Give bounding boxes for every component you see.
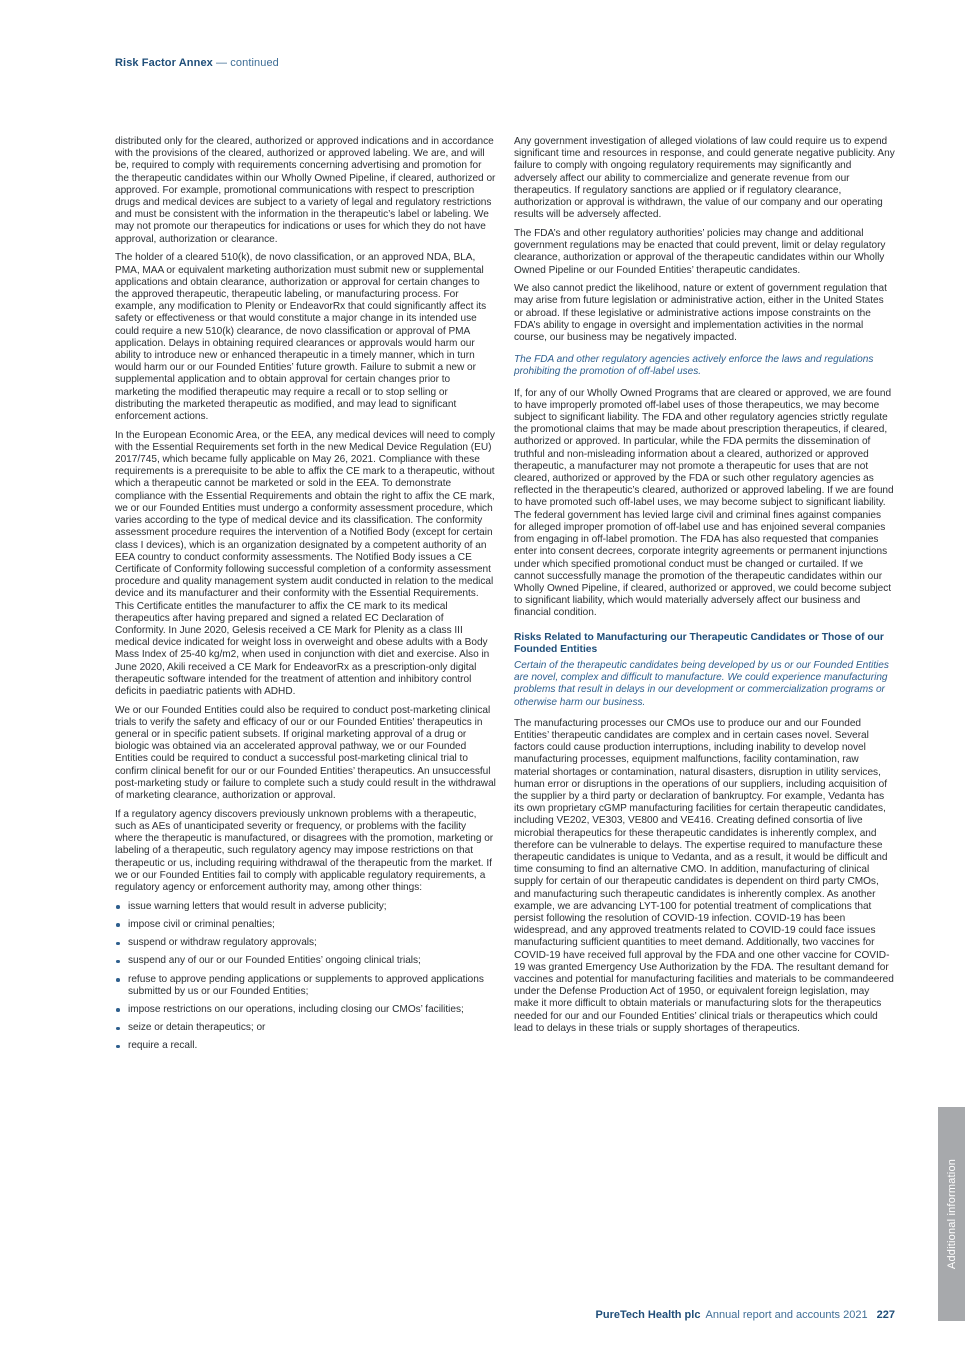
bullet-icon [116, 1045, 120, 1049]
italic-risk-heading: The FDA and other regulatory agencies actively enforce the laws and regulations prohibiting the promotion of off-label uses. [514, 354, 874, 378]
paragraph: If, for any of our Wholly Owned Programs that are cleared or approved, we are found to have improperly promoted off-label uses of those therapeutics, we may become subject to significant liability. The FDA and other regulatory agencies strictly regulate the promotional claims that may be made about prescription therapeutics, if cleared, authorized or approved. In particular, while the FDA permits the dissemination of truthful and non-misleading information about a cleared, authorized or approved therapeutic, a manufacturer may not promote a therapeutic for uses that are not cleared, authorized or approved by the FDA or such other regulatory agencies as reflected in the therapeutic’s cleared, authorized or approved labeling. If we are found to have promoted such off-label uses, we may become subject to significant liability. The federal government has levied large civil and criminal fines against companies for alleged improper promotion of off-label use and has enjoined several companies from engaging in off-label promotion. The FDA has also requested that companies enter into consent decrees, corporate integrity agreements or permanent injunctions under which specified promotional conduct must be changed or curtailed. If we cannot successfully manage the promotion of the therapeutic candidates within our Wholly Owned Pipeline, if cleared, authorized or approved, we could become subject to significant liability, which would materially adversely affect our business and financial condition. [514, 387, 894, 619]
paragraph: The FDA’s and other regulatory authorities’ policies may change and additional government regulations may be enacted that could prevent, limit or delay regulatory clearance, authorization or approval of the therapeutic candidates within our Wholly Owned Pipeline or our Founded Entities’ therapeutic candidates. [514, 227, 886, 276]
paragraph: distributed only for the cleared, authorized or approved indications and in accordance with the provisions of the cleared, authorized or approved labeling. We are, and will be, required to comply with requirements concerning advertising and promotion for the therapeutic candidates within our Wholly Owned Pipeline, if cleared, authorized or approved. For example, promotional communications with respect to prescription drugs and medical devices are subject to a variety of legal and regulatory restrictions and must be consistent with the information in the therapeutic’s label or labeling. We may not promote our therapeutics for indications or uses for which they do not have approval, authorization or clearance. [115, 136, 496, 245]
company-name: PureTech Health plc [595, 1309, 701, 1321]
list-item: impose civil or criminal penalties; [115, 919, 496, 931]
list-item: suspend or withdraw regulatory approvals; [115, 937, 496, 949]
bullet-icon [116, 942, 120, 946]
section-heading: Risks Related to Manufacturing our Therapeutic Candidates or Those of our Founded Entities [514, 631, 884, 655]
list-item: impose restrictions on our operations, including closing our CMOs’ facilities; [115, 1004, 496, 1016]
left-column [115, 136, 496, 1059]
paragraph: The holder of a cleared 510(k), de novo classification, or an approved NDA, BLA, PMA, MAA or equivalent marketing authorization must submit new or supplemental applications and obtain clearance, authorization or approval for certain changes to the approved therapeutic, therapeutic labeling, or manufacturing process. For example, any modification to Plenity or EndeavorRx that could significantly affect its safety or effectiveness or that would constitute a major change in its intended use could require a new 510(k) clearance, de novo classification or approval of PMA application. Delays in obtaining required clearances or approvals would harm our ability to introduce new or enhanced therapeutic in a timely manner, which in turn would harm our or our Founded Entities’ future growth. Failure to submit a new or supplemental application and to obtain approval for certain changes prior to marketing the modified therapeutic may require a recall or to stop selling or distributing the marketed therapeutic as modified, and may lead to significant enforcement actions. [115, 252, 487, 422]
side-tab-label: Additional information [945, 1158, 958, 1270]
bullet-icon [116, 1008, 120, 1012]
report-title: Annual report and accounts 2021 [705, 1309, 868, 1321]
paragraph: Any government investigation of alleged violations of law could require us to expend significant time and resources in response, and could generate negative publicity. Any failure to comply with ongoing regulatory requirements may significantly and adversely affect our ability to commercialize and generate revenue from our therapeutics. If regulatory sanctions are applied or if regulatory clearance, authorization or approval is withdrawn, the value of our company and our operating results will be adversely affected. [514, 136, 895, 221]
paragraph: We or our Founded Entities could also be required to conduct post-marketing clinical trials to verify the safety and efficacy of our or our Founded Entities’ therapeutics in general or in specific patient subsets. If original marketing approval of a drug or biologic was obtained via an accelerated approval pathway, we or our Founded Entities could be required to conduct a successful post-marketing clinical trial to confirm clinical benefit for our or our Founded Entities’ therapeutics. An unsuccessful post-marketing study or failure to complete such a study could result in the withdrawal of marketing clearance, authorization or approval. [115, 704, 496, 802]
list-item: suspend any of our or our Founded Entities’ ongoing clinical trials; [115, 955, 496, 967]
enforcement-actions-list [115, 901, 496, 1053]
list-item: seize or detain therapeutics; or [115, 1022, 496, 1034]
bullet-icon [116, 960, 120, 964]
bullet-icon [116, 1027, 120, 1031]
running-header [115, 57, 279, 69]
paragraph: If a regulatory agency discovers previously unknown problems with a therapeutic, such as AEs of unanticipated severity or frequency, or problems with the facility where the therapeutic is manufactured, or disagrees with the promotion, marketing or labeling of a therapeutic, such regulatory agency may impose restrictions on that therapeutic or us, including requiring withdrawal of the therapeutic from the market. If we or our Founded Entities fail to comply with applicable regulatory requirements, a regulatory agency or enforcement authority may, among other things: [115, 808, 494, 893]
right-column [514, 136, 895, 1042]
paragraph: We also cannot predict the likelihood, nature or extent of government regulation that may arise from future legislation or administrative action, either in the United States or abroad. If these legislative or administrative actions impose constraints on the FDA’s ability to engage in oversight and implementation activities in the normal course, our business may be negatively impacted. [514, 283, 887, 344]
paragraph: The manufacturing processes our CMOs use to produce our and our Founded Entities’ therapeutic candidates are complex and in certain cases novel. Several factors could cause production interruptions, including inability to develop novel manufacturing processes, equipment malfunctions, facility contamination, raw material shortages or contamination, natural disasters, disruption in utility services, human error or disruptions in the operations of our suppliers, including acquisition of the supplier by a third party or declaration of bankruptcy. For example, Vedanta has its own proprietary cGMP manufacturing facilities for certain therapeutic candidates, including VE202, VE303, VE800 and VE416. Creating defined consortia of live microbial therapeutics for these therapeutic candidates is inherently complex, and therefore can be vulnerable to delays. The expertise required to manufacture these therapeutic candidates is unique to Vedanta, and as a result, it would be difficult and time consuming to find an alternative CMO. In addition, manufacturing of clinical supply for certain of our therapeutic candidates is dependent on third party CMOs, and manufacturing such therapeutic candidates is inherently complex. As another example, we are advancing LYT-100 for potential treatment of complications that persist following the resolution of COVID-19 infection. COVID-19 has been widespread, and any approved treatments related to COVID-19 could face issues manufacturing sufficient quantities to meet demand. Additionally, two vaccines for COVID-19 have received full approval by the FDA and one other vaccine for COVID-19 was granted Emergency Use Authorization by the FDA. The resultant demand for vaccines and potential for manufacturing facilities and materials to be commandeered under the Defense Production Act of 1950, or equivalent foreign legislation, may make it more difficult to obtain materials or manufacturing slots for the therapeutics needed for our and our Founded Entities’ clinical trials or therapeutics which could lead to delays in these trials or supply shortages of therapeutics. [514, 717, 894, 1034]
bullet-icon [116, 923, 120, 927]
list-item: issue warning letters that would result in adverse publicity; [115, 901, 496, 913]
paragraph: In the European Economic Area, or the EEA, any medical devices will need to comply with the Essential Requirements set forth in the new Medical Device Regulation (EU) 2017/745, which became fully applicable on May 26, 2021. Compliance with these requirements is a prerequisite to be able to affix the CE mark to a therapeutic, without which a therapeutic cannot be marketed or sold in the EEA. To demonstrate compliance with the Essential Requirements and obtain the right to affix the CE mark, we or our Founded Entities must undergo a conformity assessment procedure, which varies according to the type of medical device and its classification. The conformity assessment procedure requires the intervention of a Notified Body (except for certain class I devices), which is an organization designated by a competent authority of an EEA country to conduct conformity assessments. The Notified Body issues a CE Certificate of Conformity following successful completion of a conformity assessment procedure and quality management system audit conducted in relation to the medical device and its manufacturer and their conformity with the Essential Requirements. This Certificate entitles the manufacturer to affix the CE mark to its medical therapeutics after having prepared and signed a related EC Declaration of Conformity. In June 2020, Gelesis received a CE Mark for Plenity as a class III medical device indicated for weight loss in overweight and obese adults with a Body Mass Index of 25-40 kg/m2, when used in conjunction with diet and exercise. Also in June 2020, Akili received a CE Mark for EndeavorRx as a prescription-only digital therapeutic software intended for the treatment of attention and inhibitory control deficits in paediatric patients with ADHD. [115, 429, 495, 697]
page-footer [596, 1309, 895, 1321]
list-item: require a recall. [115, 1040, 496, 1052]
list-item: refuse to approve pending applications or supplements to approved applications submitted by us or our Founded Entities; [115, 974, 496, 998]
section-title: Risk Factor Annex [115, 57, 213, 69]
section-continued: — continued [216, 57, 279, 69]
bullet-icon [116, 905, 120, 909]
italic-risk-heading: Certain of the therapeutic candidates being developed by us or our Founded Entities are novel, complex and difficult to manufacture. We could experience manufacturing problems that result in delays in our development or commercialization programs or otherwise harm our business. [514, 659, 889, 708]
side-tab [938, 1107, 965, 1321]
bullet-icon [116, 978, 120, 982]
page-number: 227 [876, 1309, 895, 1321]
